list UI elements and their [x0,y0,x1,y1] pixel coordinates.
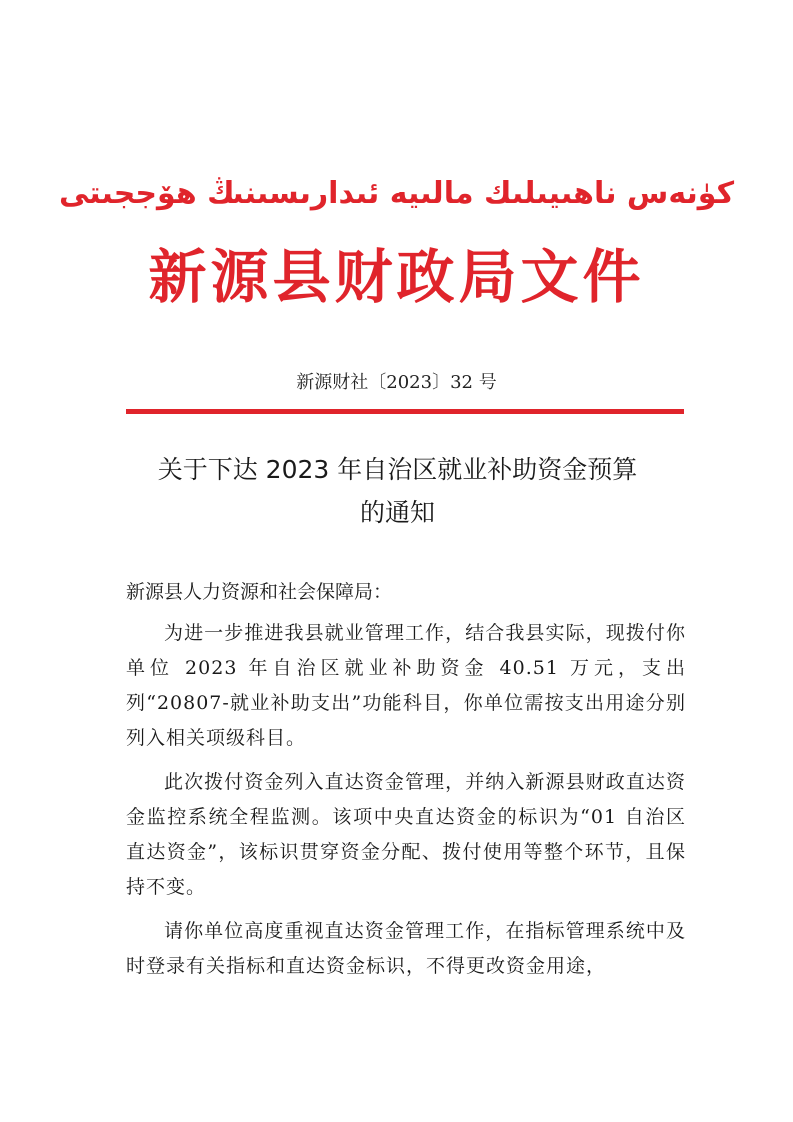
red-divider [126,409,684,414]
document-body [126,616,686,993]
document-title-line-2: 的通知 [359,498,435,527]
recipient: 新源县人力资源和社会保障局： [126,581,393,603]
body-paragraph-1: 为进一步推进我县就业管理工作，结合我县实际，现拨付你单位 2023 年自治区就业补助资金 40.51 万元，支出列“20807-就业补助支出”功能科目，你单位需按支出用途分别列入相关项级科目。 [126,622,686,749]
body-paragraph-2: 此次拨付资金列入直达资金管理，并纳入新源县财政直达资金监控系统全程监测。该项中央直达资金的标识为“01 自治区直达资金”，该标识贯穿资金分配、拨付使用等整个环节，且保持不变。 [126,771,686,898]
document-title-line-1: 关于下达 2023 年自治区就业补助资金预算 [157,455,638,484]
document-number: 新源财社〔2023〕32 号 [296,372,497,393]
body-paragraph-3: 请你单位高度重视直达资金管理工作，在指标管理系统中及时登录有关指标和直达资金标识，不得更改资金用途， [126,920,686,977]
header-title: 新源县财政局文件 [148,243,645,311]
document-title [110,448,685,534]
header-uyghur-line: كۈنەس ناھىيىلىك مالىيە ئىدارىسىنىڭ ھۆججىتى [58,176,735,211]
